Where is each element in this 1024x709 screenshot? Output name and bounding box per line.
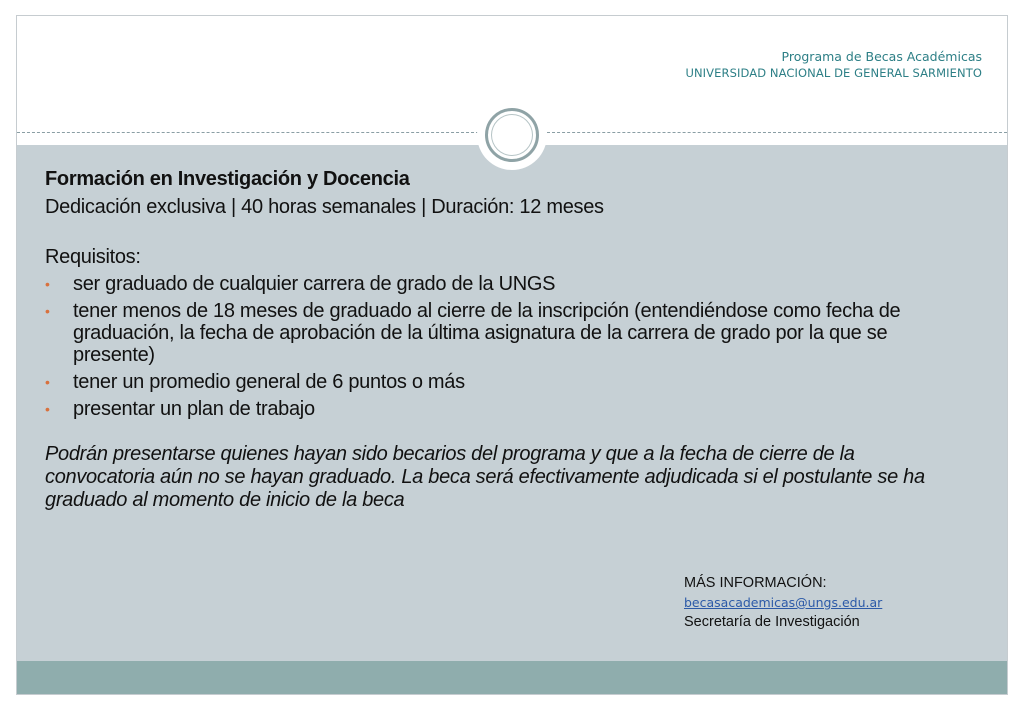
- page-subtitle: Dedicación exclusiva | 40 horas semanales | Duración: 12 meses: [45, 196, 604, 218]
- bullet-icon: •: [45, 401, 50, 417]
- contact-label: MÁS INFORMACIÓN:: [684, 575, 827, 591]
- main-content: [45, 167, 945, 512]
- eligibility-note: Podrán presentarse quienes hayan sido becarios del programa y que a la fecha de cierre de la convocatoria aún no se hayan graduado. La beca será efectivamente adjudicada si el postulante se ha graduado al momento de inicio de la beca: [45, 443, 925, 511]
- university-name: UNIVERSIDAD NACIONAL DE GENERAL SARMIENTO: [685, 66, 982, 80]
- program-name: Programa de Becas Académicas: [781, 49, 982, 64]
- requirements-heading: Requisitos:: [45, 246, 141, 268]
- divider-right: [547, 132, 1007, 133]
- list-item: [45, 300, 945, 366]
- contact-block: [684, 574, 882, 632]
- requirement-text: tener menos de 18 meses de graduado al cierre de la inscripción (entendiéndose como fecha de graduación, la fecha de aprobación de la última asignatura de la carrera de grado por la que se presente): [73, 300, 901, 366]
- requirements-list: [45, 273, 945, 420]
- divider-left: [17, 132, 479, 133]
- page-title: Formación en Investigación y Docencia: [45, 168, 410, 190]
- list-item: [45, 273, 945, 295]
- requirement-text: tener un promedio general de 6 puntos o más: [73, 371, 465, 393]
- requirement-text: presentar un plan de trabajo: [73, 398, 315, 420]
- contact-email-link[interactable]: becasacademicas@ungs.edu.ar: [684, 595, 883, 610]
- contact-office: Secretaría de Investigación: [684, 614, 860, 630]
- requirement-text: ser graduado de cualquier carrera de grado de la UNGS: [73, 273, 556, 295]
- list-item: [45, 371, 945, 393]
- bullet-icon: •: [45, 276, 50, 292]
- list-item: [45, 398, 945, 420]
- footer-band: [17, 661, 1007, 694]
- ring-icon: [485, 108, 539, 162]
- bullet-icon: •: [45, 374, 50, 390]
- bullet-icon: •: [45, 303, 50, 319]
- program-header: [685, 49, 982, 81]
